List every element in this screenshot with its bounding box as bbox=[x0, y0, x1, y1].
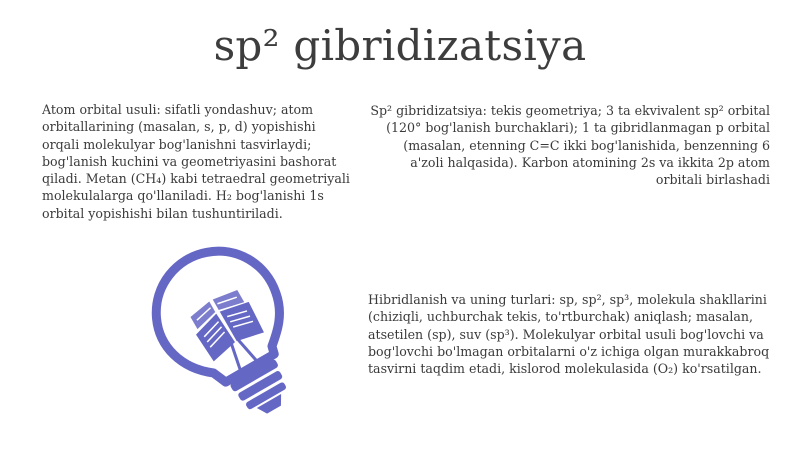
slide-title: sp² gibridizatsiya bbox=[213, 21, 587, 70]
paragraph-atom-orbital: Atom orbital usuli: sifatli yondashuv; atom orbitallarining (masalan, s, p, d) yopishishi orqali molekulyar bog'lanishni tasvirlaydi; bog'lanish kuchini va geometriyasini bashorat qiladi. Metan (CH₄) kabi tetraedral geometriyali molekulalarga qo'llaniladi. H₂ bog'lanishi 1s orbital yopishishi bilan tushuntiriladi. bbox=[42, 102, 350, 221]
paragraph-sp2: Sp² gibridizatsiya: tekis geometriya; 3 ta ekvivalent sp² orbital (120° bog'lanish burchaklari); 1 ta gibridlanmagan p orbital (masalan, etenning C=C ikki bog'lanishida, benzenning 6 a'zoli halqasida). Karbon atomining 2s va ikkita 2p atom orbitali birlashadi bbox=[370, 103, 770, 188]
lightbulb-book-icon bbox=[138, 240, 318, 422]
paragraph-hybridization: Hibridlanish va uning turlari: sp, sp², sp³, molekula shakllarini (chiziqli, uchburchak tekis, to'rtburchak) aniqlash; masalan, atsetilen (sp), suv (sp³). Molekulyar orbital usuli bog'lovchi va bog'lovchi bo'lmagan orbitalarni o'z ichiga olgan murakkabroq tasvirni taqdim etadi, kislorod molekulasida (O₂) ko'rsatilgan. bbox=[368, 292, 770, 377]
